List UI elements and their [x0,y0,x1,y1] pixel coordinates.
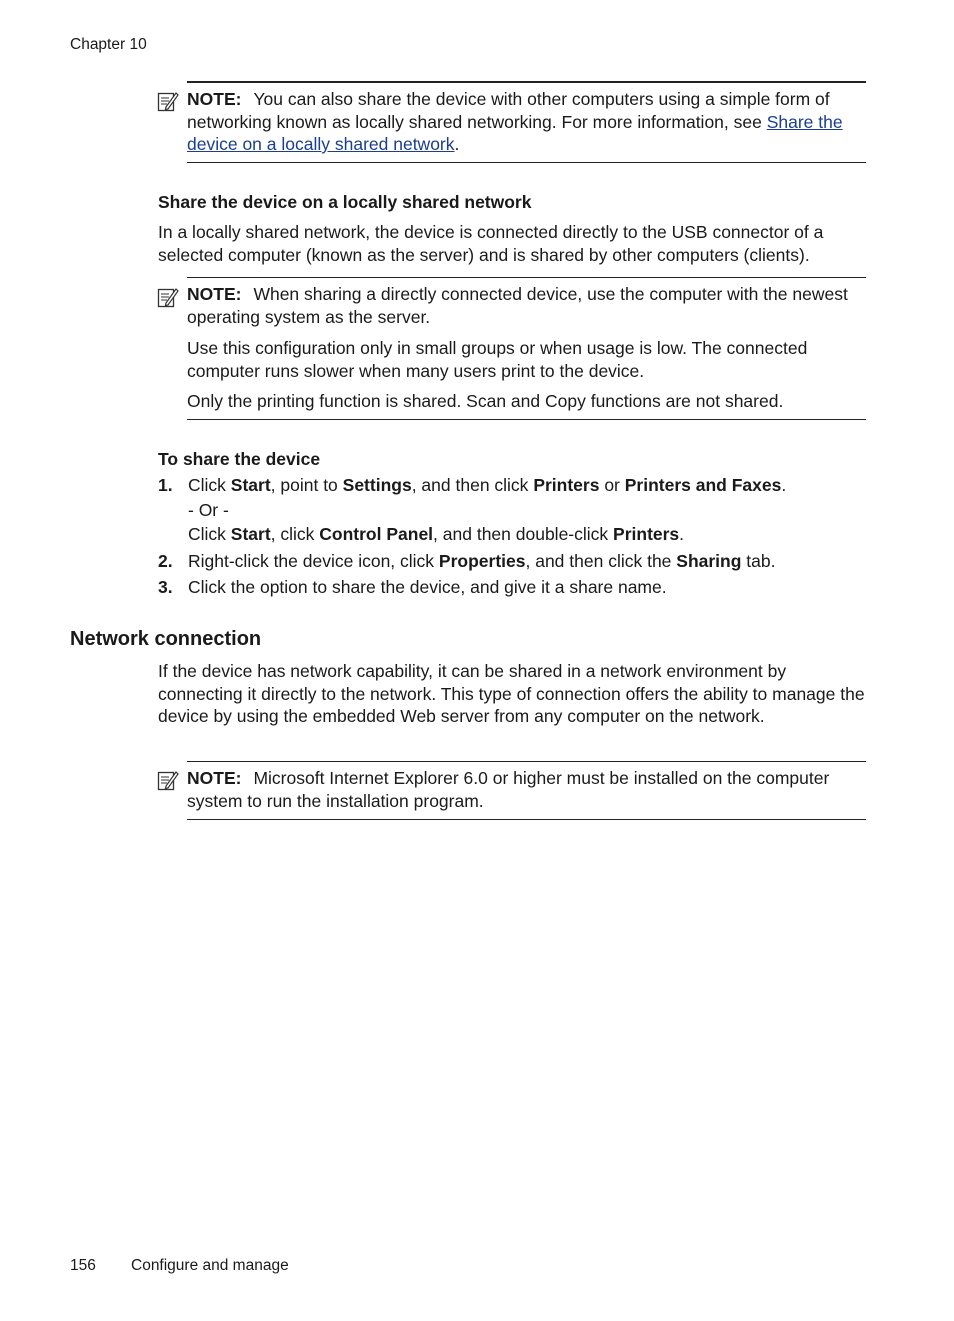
footer-section-title: Configure and manage [131,1257,289,1274]
section-heading: Network connection [70,628,262,650]
paragraph: If the device has network capability, it can be shared in a network environment by connecting it directly to the network. This type of connection offers the ability to manage the device by using the embedded Web server from any computer on the network. [158,661,865,726]
note-pencil-icon [157,90,179,112]
step-1-alt: Click Start, click Control Panel, and then double-click Printers. [188,524,685,544]
note-label: NOTE: [187,89,242,109]
step-number: 1. [158,475,173,495]
subsection-heading: Share the device on a locally shared network [158,192,532,212]
step-number: 2. [158,551,173,571]
step-2: Right-click the device icon, click Properties, and then click the Sharing tab. [188,551,776,571]
note-3-text: NOTE: Microsoft Internet Explorer 6.0 or higher must be installed on the computer system to run the installation program. [187,768,830,811]
note-bottom-rule [187,419,866,420]
note-label: NOTE: [187,768,242,788]
step-number: 3. [158,577,173,597]
note-top-rule [187,761,866,762]
note-bottom-rule [187,162,866,163]
note-pencil-icon [157,769,179,791]
note-label: NOTE: [187,284,242,304]
procedure-heading: To share the device [158,449,321,469]
note-bottom-rule [187,819,866,820]
chapter-header: Chapter 10 [70,36,147,53]
note-2-text: NOTE: When sharing a directly connected device, use the computer with the newest operating system as the server. [187,284,848,327]
step-1-or: - Or - [188,500,229,520]
note-pencil-icon [157,286,179,308]
note-1-text: NOTE: You can also share the device with other computers using a simple form of networking known as locally shared networking. For more information, see Share the device on a locally shared network. [187,89,843,154]
note-top-rule [187,277,866,278]
paragraph: In a locally shared network, the device is connected directly to the USB connector of a selected computer (known as the server) and is shared by other computers (clients). [158,222,824,265]
step-1: Click Start, point to Settings, and then click Printers or Printers and Faxes. [188,475,787,495]
note-top-rule [187,81,866,83]
share-locally-link[interactable]: Share the device on a locally shared network [187,111,843,154]
page-number: 156 [70,1257,96,1274]
step-3: Click the option to share the device, and give it a share name. [188,577,667,597]
note-2-paragraph: Only the printing function is shared. Scan and Copy functions are not shared. [187,391,784,411]
note-2-paragraph: Use this configuration only in small groups or when usage is low. The connected computer runs slower when many users print to the device. [187,338,808,381]
